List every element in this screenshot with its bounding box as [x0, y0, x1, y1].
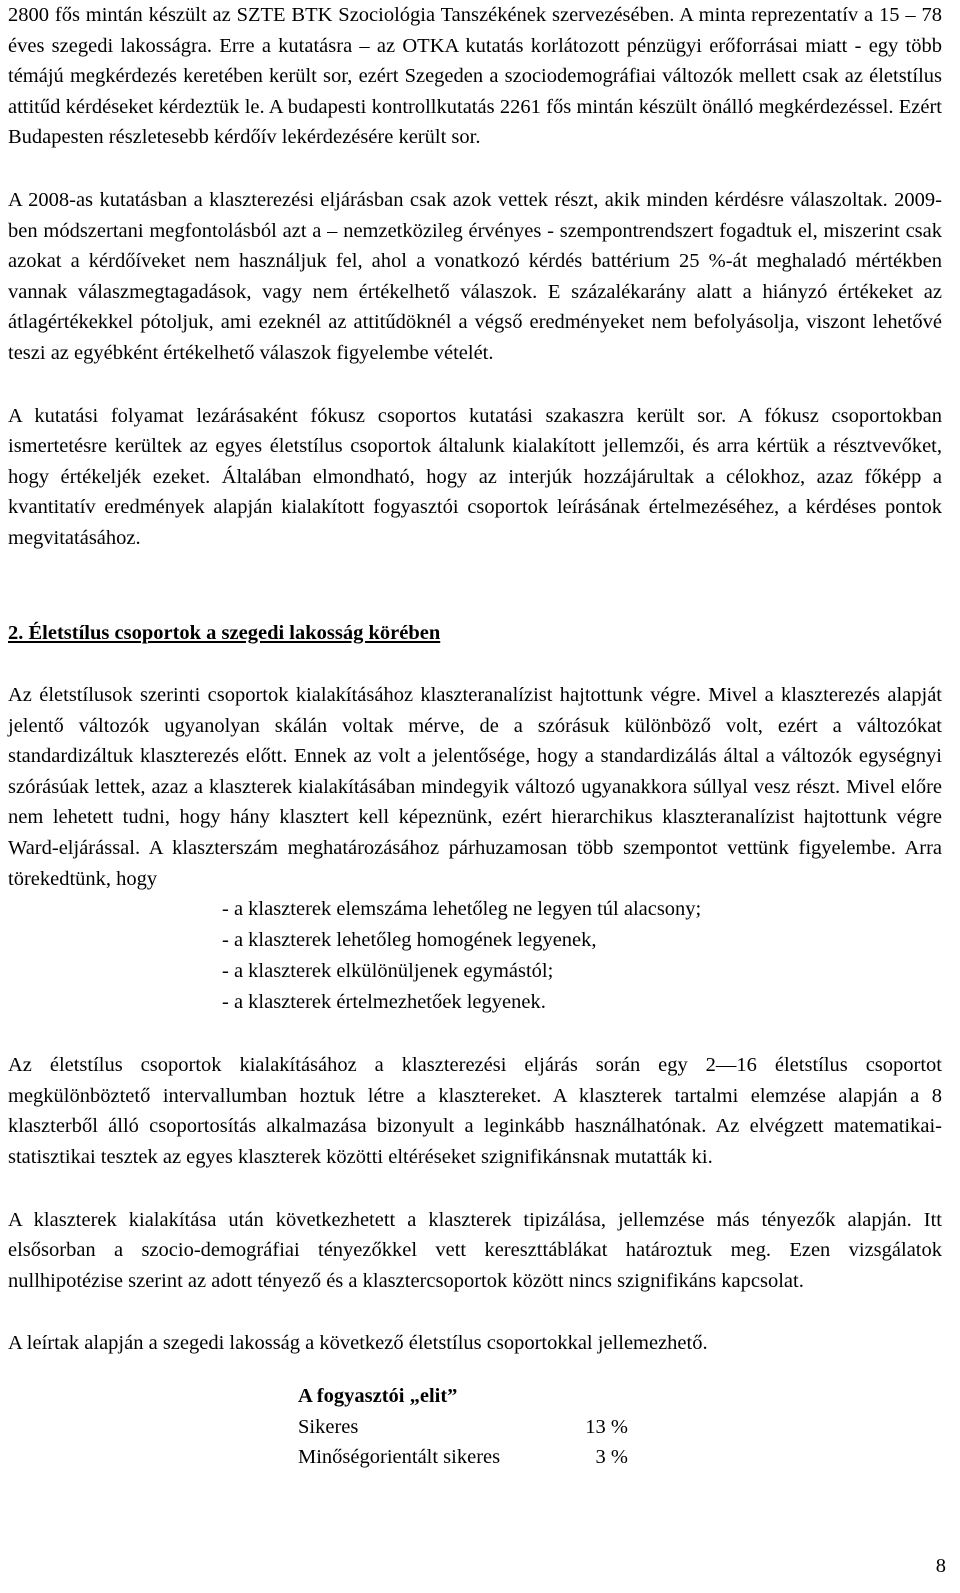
row-label: Minőségorientált sikeres — [298, 1446, 501, 1469]
list-item: - a klaszterek elkülönüljenek egymástól; — [222, 960, 554, 983]
document-page — [8, 0, 942, 1473]
list-item: - a klaszterek lehetőleg homogének legyenek, — [222, 929, 597, 952]
list-item: - a klaszterek értelmezhetőek legyenek. — [222, 991, 546, 1014]
row-value: 13 % — [585, 1415, 628, 1438]
intro-paragraph-1: 2800 fős mintán készült az SZTE BTK Szociológia Tanszékének szervezésében. A minta reprezentatív a 15 – 78 éves szegedi lakosságra. Erre a kutatásra – az OTKA kutatás korlátozott pénzügyi erőforrásai miatt - egy több témájú megkérdezés keretében került sor, ezért Szegeden a szociodemográfiai változók mellett csak az életstílus attitűd kérdéseket kérdeztük le. A budapesti kontrollkutatás 2261 fős mintán készült önálló megkérdezéssel. Ezért Budapesten részletesebb kérdőív lekérdezésére került sor. — [8, 4, 942, 149]
row-value: 3 % — [595, 1446, 628, 1469]
group-table-title: A fogyasztói „elit” — [298, 1385, 458, 1407]
section-paragraph-4: A leírtak alapján a szegedi lakosság a következő életstílus csoportokkal jellemezhető. — [8, 1332, 708, 1355]
page-number: 8 — [935, 1555, 946, 1577]
list-item: - a klaszterek elemszáma lehetőleg ne legyen túl alacsony; — [222, 898, 702, 921]
intro-paragraph-2: A 2008-as kutatásban a klaszterezési eljárásban csak azok vettek részt, akik minden kérdésre válaszoltak. 2009-ben módszertani megfontolásból azt a – nemzetközileg érvényes - szempontrendszert fogadtuk el, miszerint csak azokat a kérdőíveket nem használjuk fel, ahol a vonatkozó kérdés battérium 25 %-át meghaladó mértékben vannak válaszmegtagadások, vagy nem értékelhető válaszok. E százalékarány alatt a hiányzó értékeket az átlagértékekkel pótoljuk, ami ezeknél az attitűdöknél a végső eredményeket nem befolyásolja, viszont lehetővé teszi az egyébként értékelhető válaszok figyelembe vételét. — [8, 188, 942, 364]
section-heading: 2. Életstílus csoportok a szegedi lakosság körében — [8, 621, 441, 644]
section-paragraph-3: A klaszterek kialakítása után következhetett a klaszterek tipizálása, jellemzése más tényezők alapján. Itt elsősorban a szocio-demográfiai tényezőkkel vett kereszttáblákat határoztuk meg. Ezen vizsgálatok nullhipotézise szerint az adott tényező és a klasztercsoportok között nincs szignifikáns kapcsolat. — [8, 1208, 942, 1292]
intro-paragraph-3: A kutatási folyamat lezárásaként fókusz csoportos kutatási szakaszra került sor. A fókusz csoportokban ismertetésre kerültek az egyes életstílus csoportok általunk kialakított jellemzői, és arra kértük a résztvevőket, hogy értékeljék ezeket. Általában elmondható, hogy az interjúk hozzájárultak a célokhoz, azaz főképp a kvantitatív eredmények alapján kialakított fogyasztói csoportok leírásának értelmezéséhez, a kérdéses pontok megvitatásához. — [8, 404, 942, 549]
row-label: Sikeres — [298, 1415, 359, 1438]
group-table — [298, 1381, 942, 1473]
table-row — [298, 1412, 942, 1443]
section-paragraph-2: Az életstílus csoportok kialakításához a klaszterezési eljárás során egy 2—16 életstílus csoportot megkülönböztető intervallumban hoztuk létre a klasztereket. A klaszterek tartalmi elemzése alapján a 8 klaszterből álló csoportosítás alkalmazása bizonyult a leginkább használhatónak. Az elvégzett matematikai-statisztikai tesztek az egyes klaszterek közötti eltéréseket szignifikánsnak mutatták ki. — [8, 1054, 942, 1169]
section-paragraph-1: Az életstílusok szerinti csoportok kialakításához klaszteranalízist hajtottunk végre. Mivel a klaszterezés alapját jelentő változók ugyanolyan skálán voltak mérve, de a szórásuk különböző volt, ezért a változókat standardizáltuk klaszterezés előtt. Ennek az volt a jelentősége, hogy a standardizálás által a változók egységnyi szórásúak lettek, azaz a klaszterek kialakításában mindegyik változó ugyanakkora súllyal vesz részt. Mivel előre nem lehetett tudni, hogy hány klasztert kell képeznünk, ezért hierarchikus klaszteranalízist hajtottunk végre Ward-eljárással. A klaszterszám meghatározásához párhuzamosan több szempontot vettünk figyelembe. Arra törekedtünk, hogy — [8, 684, 942, 890]
table-row — [298, 1442, 942, 1473]
criteria-list — [222, 894, 942, 1018]
